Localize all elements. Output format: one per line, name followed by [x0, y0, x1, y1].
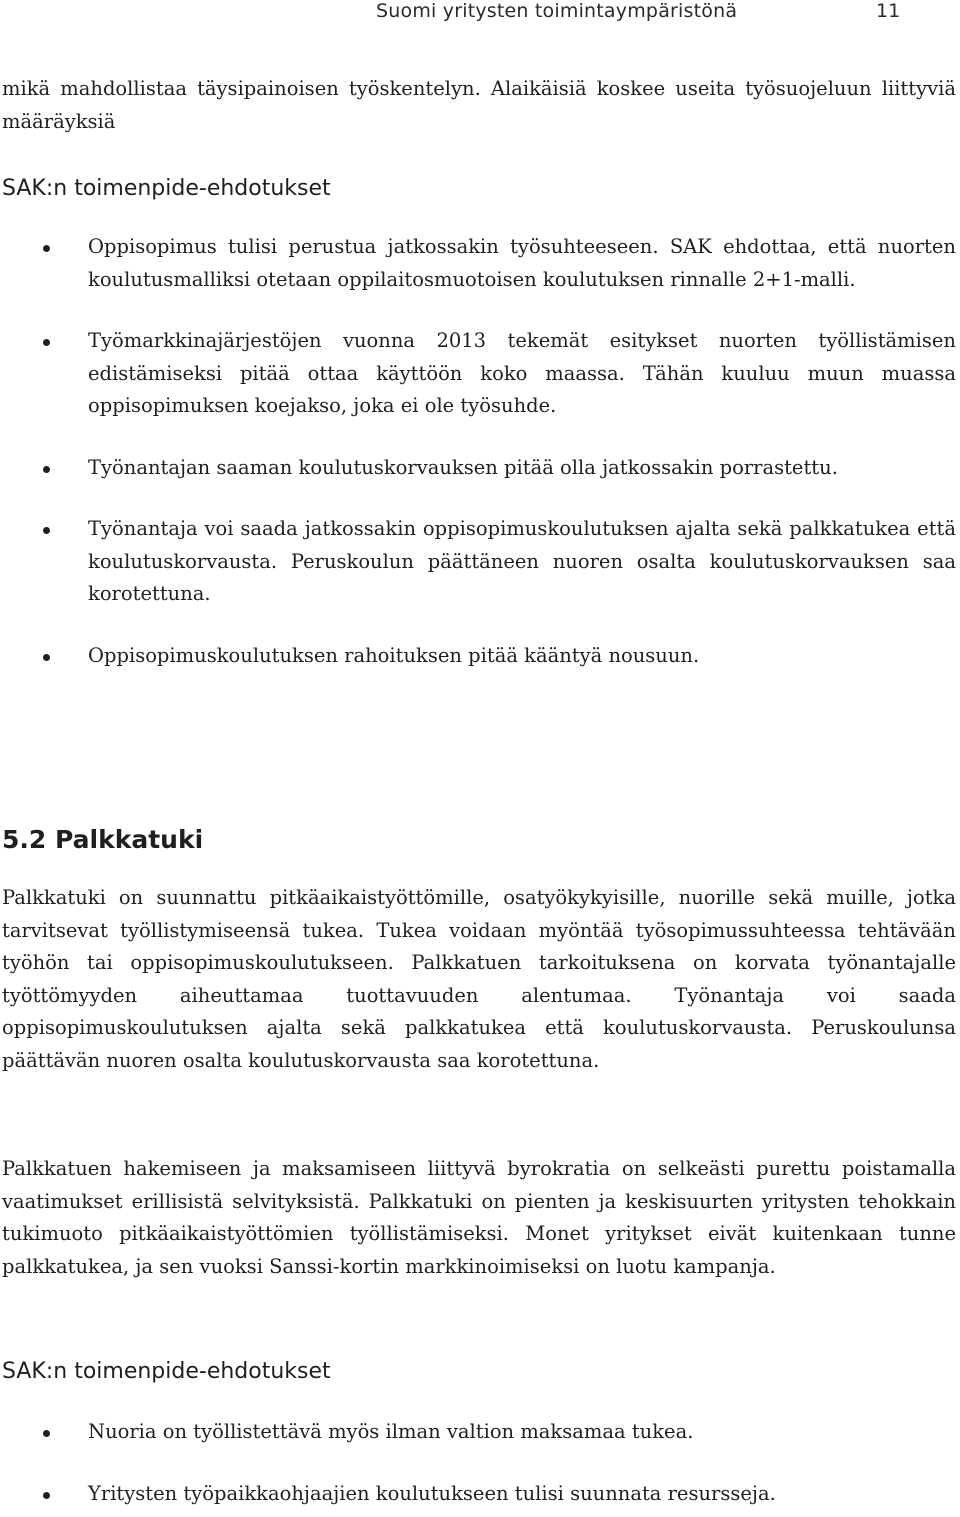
- sak-heading-1: SAK:n toimenpide-ehdotukset: [2, 176, 331, 201]
- sak-bullet-list-2: [2, 1416, 956, 1510]
- running-title: Suomi yritysten toimintaympäristönä: [376, 0, 738, 22]
- list-item: [2, 452, 956, 485]
- list-item: [2, 1478, 956, 1511]
- palkkatuki-paragraph-2: Palkkatuen hakemiseen ja maksamiseen liittyvä byrokratia on selkeästi purettu poistamalla vaatimukset erillisistä selvityksistä. Palkkatuki on pienten ja keskisuurten yritysten tehokkain tukimuoto pitkäaikaistyöttömien työllistämiseksi. Monet yritykset eivät kuitenkaan tunne palkkatukea, ja sen vuoksi Sanssi-kortin markkinoimiseksi on luotu kampanja.: [2, 1157, 956, 1278]
- bullet-icon: [43, 527, 50, 534]
- palkkatuki-paragraph-1: Palkkatuki on suunnattu pitkäaikaistyöttömille, osatyökykyisille, nuorille sekä muille, jotka tarvitsevat työllistymiseensä tukea. Tukea voidaan myöntää työsopimussuhteessa tehtävään työhön tai oppisopimuskoulutukseen. Palkkatuen tarkoituksena on korvata työnantajalle työttömyyden aiheuttamaa tuottavuuden alentumaa. Työnantaja voi saada oppisopimuskoulutuksen ajalta sekä palkkatukea että koulutuskorvausta. Peruskoulunsa päättävän nuoren osalta koulutuskorvausta saa korotettuna.: [2, 886, 956, 1072]
- list-item-text: Yritysten työpaikkaohjaajien koulutukseen tulisi suunnata resursseja.: [88, 1481, 776, 1505]
- intro-paragraph: mikä mahdollistaa täysipainoisen työskentelyn. Alaikäisiä koskee useita työsuojeluun liittyviä määräyksiä: [2, 77, 956, 133]
- bullet-icon: [43, 1430, 50, 1437]
- list-item-text: Oppisopimuskoulutuksen rahoituksen pitää kääntyä nousuun.: [88, 643, 700, 667]
- list-item: [2, 640, 956, 673]
- bullet-icon: [43, 339, 50, 346]
- list-item-text: Työnantajan saaman koulutuskorvauksen pitää olla jatkossakin porrastettu.: [88, 455, 838, 479]
- bullet-icon: [43, 654, 50, 661]
- bullet-icon: [43, 466, 50, 473]
- sak-bullet-list-1: [2, 231, 956, 672]
- bullet-icon: [43, 1492, 50, 1499]
- list-item: [2, 513, 956, 611]
- running-header: [0, 0, 960, 30]
- list-item-text: Työnantaja voi saada jatkossakin oppisopimuskoulutuksen ajalta sekä palkkatukea että koulutuskorvausta. Peruskoulun päättäneen nuoren osalta koulutuskorvauksen saa korotettuna.: [88, 517, 956, 605]
- list-item: [2, 1416, 956, 1449]
- page-number: 11: [876, 0, 901, 22]
- list-item-text: Oppisopimus tulisi perustua jatkossakin työsuhteeseen. SAK ehdottaa, että nuorten koulutusmalliksi otetaan oppilaitosmuotoisen koulutuksen rinnalle 2+1-malli.: [88, 235, 956, 291]
- bullet-icon: [43, 245, 50, 252]
- list-item-text: Työmarkkinajärjestöjen vuonna 2013 tekemät esitykset nuorten työllistämisen edistämiseksi pitää ottaa käyttöön koko maassa. Tähän kuuluu muun muassa oppisopimuksen koejakso, joka ei ole työsuhde.: [88, 329, 956, 417]
- list-item: [2, 231, 956, 296]
- list-item: [2, 325, 956, 423]
- sak-heading-2: SAK:n toimenpide-ehdotukset: [2, 1359, 331, 1384]
- section-heading-palkkatuki: 5.2 Palkkatuki: [2, 825, 204, 854]
- list-item-text: Nuoria on työllistettävä myös ilman valtion maksamaa tukea.: [88, 1420, 694, 1443]
